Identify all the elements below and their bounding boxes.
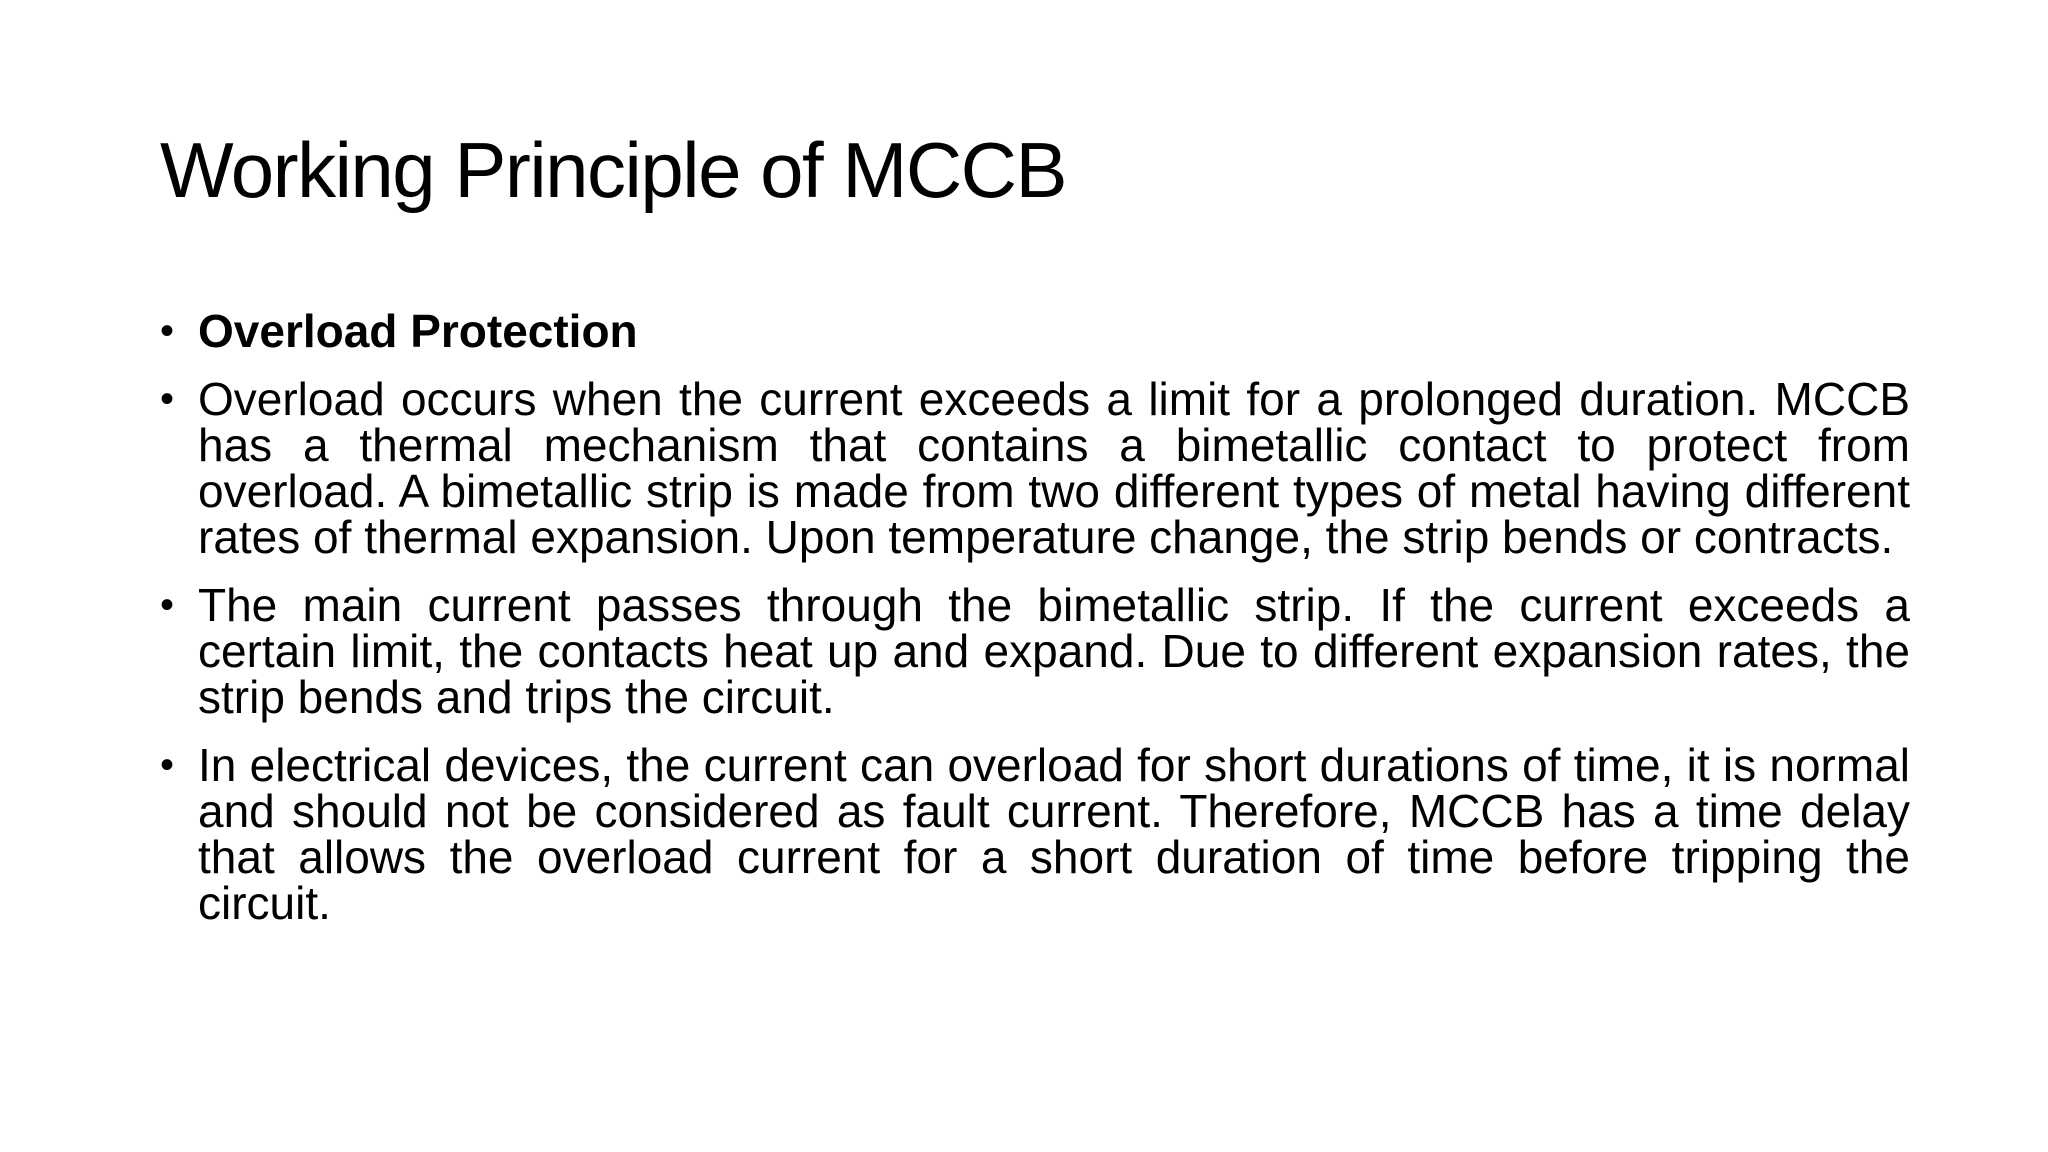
bullet-item-main-current <box>160 579 1910 723</box>
bullet-item-overload-definition <box>160 373 1910 563</box>
bullet-text: Overload Protection <box>198 305 638 357</box>
bullet-dot-icon: • <box>160 583 175 627</box>
bullet-text: The main current passes through the bimetallic strip. If the current exceeds a certain limit, the contacts heat up and expand. Due to different expansion rates, the strip bends and trips the circuit. <box>198 579 1910 723</box>
slide-title: Working Principle of MCCB <box>160 126 1067 214</box>
bullet-item-overload-protection <box>160 305 1910 357</box>
bullet-item-time-delay <box>160 739 1910 929</box>
bullet-text: Overload occurs when the current exceeds a limit for a prolonged duration. MCCB has a thermal mechanism that contains a bimetallic contact to protect from overload. A bimetallic strip is made from two different types of metal having different rates of thermal expansion. Upon temperature change, the strip bends or contracts. <box>198 373 1910 563</box>
bullet-dot-icon: • <box>160 309 175 353</box>
bullet-dot-icon: • <box>160 743 175 787</box>
bullet-text: In electrical devices, the current can overload for short durations of time, it is normal and should not be considered as fault current. Therefore, MCCB has a time delay that allows the overload current for a short duration of time before tripping the circuit. <box>198 739 1910 929</box>
bullet-dot-icon: • <box>160 377 175 421</box>
bullet-list <box>160 305 1910 948</box>
